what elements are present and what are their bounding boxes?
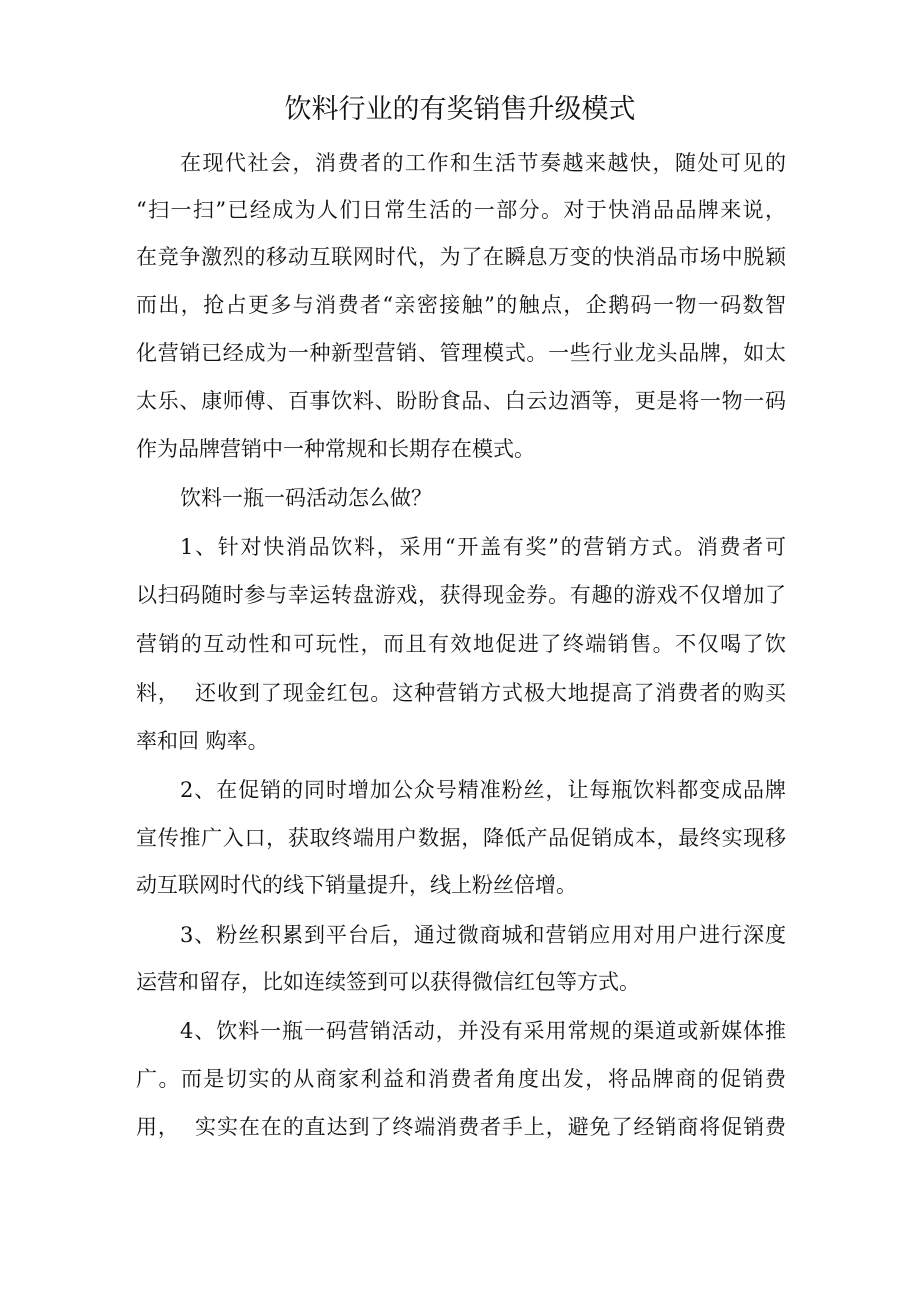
text-line: 太乐、康师傅、百事饮料、盼盼食品、白云边酒等，更是将一物一码 <box>136 389 786 413</box>
text-line: 用， 实实在在的直达到了终端消费者手上，避免了经销商将促销费 <box>136 1115 786 1139</box>
text-line: 动互联网时代的线下销量提升，线上粉丝倍增。 <box>136 873 577 897</box>
text-line: 饮料一瓶一码活动怎么做？ <box>180 486 432 510</box>
text-line: 率和回 购率。 <box>136 729 269 753</box>
text-line: 作为品牌营销中一种常规和长期存在模式。 <box>136 437 535 461</box>
text-line: 营销的互动性和可玩性，而且有效地促进了终端销售。不仅喝了饮 <box>136 632 786 656</box>
text-line: 运营和留存，比如连续签到可以获得微信红包等方式。 <box>136 970 640 994</box>
text-line: “扫一扫”已经成为人们日常生活的一部分。对于快消品品牌来说， <box>136 198 786 222</box>
text-line: 1、针对快消品饮料，采用“开盖有奖”的营销方式。消费者可 <box>180 535 786 559</box>
text-line: 广。而是切实的从商家利益和消费者角度出发，将品牌商的促销费 <box>136 1067 786 1091</box>
text-line: 在现代社会，消费者的工作和生活节奏越来越快，随处可见的 <box>180 151 786 175</box>
text-line: 在竞争激烈的移动互联网时代，为了在瞬息万变的快消品市场中脱颖 <box>136 245 786 269</box>
text-line: 4、饮料一瓶一码营销活动，并没有采用常规的渠道或新媒体推 <box>180 1019 786 1043</box>
document-title: 饮料行业的有奖销售升级模式 <box>284 94 636 125</box>
text-line: 宣传推广入口，获取终端用户数据，降低产品促销成本，最终实现移 <box>136 826 786 850</box>
text-line: 以扫码随时参与幸运转盘游戏，获得现金券。有趣的游戏不仅增加了 <box>136 583 786 607</box>
text-line: 料， 还收到了现金红包。这种营销方式极大地提高了消费者的购买 <box>136 681 786 705</box>
text-line: 化营销已经成为一种新型营销、管理模式。一些行业龙头品牌，如太 <box>136 341 786 365</box>
text-line: 而出，抢占更多与消费者“亲密接触”的触点，企鹅码一物一码数智 <box>136 293 786 317</box>
text-line: 2、在促销的同时增加公众号精准粉丝，让每瓶饮料都变成品牌 <box>180 778 786 802</box>
text-line: 3、粉丝积累到平台后，通过微商城和营销应用对用户进行深度 <box>180 923 786 947</box>
